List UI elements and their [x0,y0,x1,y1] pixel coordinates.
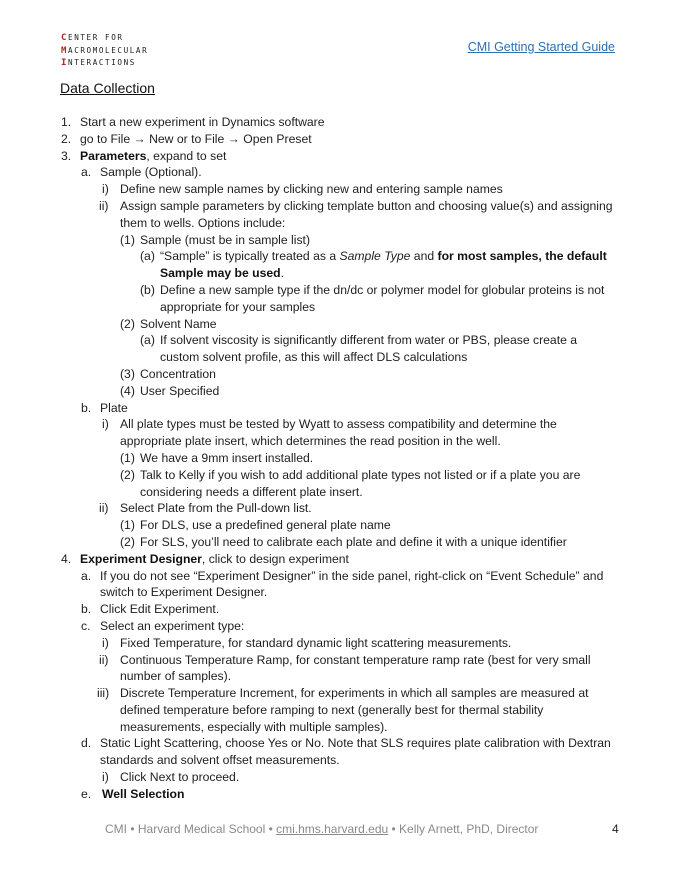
list-item-text: All plate types must be tested by Wyatt to assess compatibility and determine the appropriate plate insert, which determines the read position in the well. [120,417,557,449]
list-item-text: Click Edit Experiment. [100,602,220,617]
list-item [0,517,680,534]
list-item-text: Start a new experiment in Dynamics software [80,115,325,129]
list-item [0,181,680,198]
bold-note: for most samples, the default Sample may be used [160,249,607,281]
list-item [0,769,680,786]
list-marker: a. [81,568,92,583]
list-item-text: go to File → New or to File → Open Preset [80,131,312,146]
list-marker: (4) [120,383,135,398]
list-marker: iii) [97,686,110,701]
list-marker: (b) [140,282,155,297]
list-item-text: Parameters, expand to set [80,148,227,163]
list-item [0,416,680,450]
list-item-text: Concentration [140,366,216,381]
document-body [0,114,680,803]
list-marker: 2. [61,131,72,146]
list-marker: 3. [61,148,72,163]
bold-label: Well Selection [102,786,185,801]
list-marker: ii) [99,501,109,516]
list-marker: 4. [61,551,72,566]
list-item [0,652,680,686]
list-marker: (1) [120,232,135,247]
list-item-text: Define a new sample type if the dn/dc or polymer model for globular proteins is not appropriate for your samples [160,282,605,314]
list-marker: ii) [99,652,109,667]
list-marker: (1) [120,450,135,465]
list-item-text: Discrete Temperature Increment, for experiments in which all samples are measured at defined temperature before ramping to next (generally best for thermal stability measurements, especially with multiple samples). [120,686,589,734]
list-item-text: Continuous Temperature Ramp, for constant temperature ramp rate (best for very small number of samples). [120,652,591,684]
list-item-text: Sample (Optional). [100,165,202,180]
section-title: Data Collection [60,80,155,96]
list-item [0,735,680,769]
list-item [0,450,680,467]
list-item [0,131,680,148]
list-item [0,366,680,383]
list-item-text: For SLS, you’ll need to calibrate each plate and define it with a unique identifier [140,534,567,549]
list-marker: i) [102,417,109,432]
list-item [0,316,680,333]
list-marker: (3) [120,366,135,381]
list-item-text: We have a 9mm insert installed. [140,450,314,465]
list-item [0,164,680,181]
list-item [0,148,680,165]
list-marker: b. [81,400,92,415]
list-marker: (a) [140,333,155,348]
guide-link[interactable]: CMI Getting Started Guide [467,40,615,54]
list-item [0,248,680,282]
list-item [0,685,680,735]
list-marker: (1) [120,518,135,533]
list-item-text: User Specified [140,383,220,398]
list-item-text: Experiment Designer, click to design experiment [80,551,349,566]
list-item [0,635,680,652]
list-item-text: Talk to Kelly if you wish to add additional plate types not listed or if a plate you are considering needs a different plate insert. [140,467,581,499]
list-marker: (2) [120,467,135,482]
list-item-text: Static Light Scattering, choose Yes or No. Note that SLS requires plate calibration with Dextran standards and solvent offset measurements. [100,736,611,768]
list-marker: c. [81,618,91,633]
list-item-text: Select Plate from the Pull-down list. [120,501,312,516]
bold-label: Parameters [80,148,147,163]
page-footer [0,822,680,840]
cmi-logo [61,32,148,70]
logo-line-2: MACROMOLECULAR [61,45,149,56]
list-marker: a. [81,165,92,180]
list-marker: b. [81,602,92,617]
list-item [0,198,680,232]
list-item [0,467,680,501]
list-item [0,232,680,249]
list-item [0,551,680,568]
list-item-text: Sample (must be in sample list) [140,232,311,247]
page-number: 4 [612,822,619,836]
list-item [0,786,680,803]
list-marker: ii) [99,198,109,213]
footer-link[interactable]: cmi.hms.harvard.edu [276,822,389,836]
list-item-text: If solvent viscosity is significantly different from water or PBS, please create a custom solvent profile, as this will affect DLS calculations [160,333,578,365]
list-marker: e. [81,786,92,801]
list-item [0,618,680,635]
list-marker: i) [102,182,109,197]
footer-text: CMI • Harvard Medical School • cmi.hms.harvard.edu • Kelly Arnett, PhD, Director [105,822,539,836]
list-item-text: “Sample” is typically treated as a Sample Type and for most samples, the default Sample may be used. [160,249,607,281]
italic-term: Sample Type [339,249,411,264]
list-item-text [102,786,620,803]
list-item [0,500,680,517]
list-item-text: Fixed Temperature, for standard dynamic light scattering measurements. [120,635,512,650]
list-item-text: For DLS, use a predefined general plate name [140,518,391,533]
list-item-text: Assign sample parameters by clicking template button and choosing value(s) and assigning them to wells. Options include: [120,198,613,230]
list-marker: 1. [61,115,72,129]
list-item-text: Solvent Name [140,316,217,331]
list-item [0,282,680,316]
list-marker: (2) [120,534,135,549]
bold-label: Experiment Designer [80,551,202,566]
list-item-text: Click Next to proceed. [120,770,240,785]
list-marker: i) [102,635,109,650]
logo-line-3: INTERACTIONS [61,58,136,68]
list-marker: (a) [140,249,155,264]
list-marker: (2) [120,316,135,331]
logo-line-1: CENTER FOR [61,33,124,43]
list-item [0,383,680,400]
list-item [0,568,680,602]
list-item-text: If you do not see “Experiment Designer” in the side panel, right-click on “Event Schedule” and switch to Experiment Designer. [100,568,604,600]
list-marker: d. [81,736,92,751]
list-item [0,534,680,551]
list-item [0,601,680,618]
list-item [0,400,680,417]
list-item-text: Select an experiment type: [100,618,245,633]
list-item [0,114,680,131]
list-marker: i) [102,770,109,785]
list-item [0,332,680,366]
list-item-text: Plate [100,400,128,415]
list-item-text: Define new sample names by clicking new and entering sample names [120,182,503,197]
